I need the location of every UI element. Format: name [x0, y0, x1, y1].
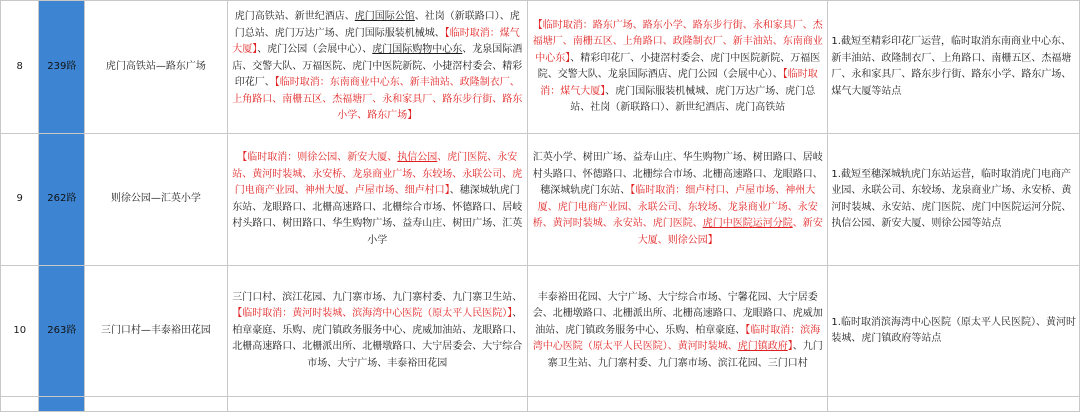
cancelled-stops: 虎门中医院运河分院 [702, 218, 793, 229]
route-name: 262路 [39, 134, 85, 266]
cancelled-stops: 、虎门医院、永安站、黄河时装城、永安桥、龙泉商业广场、东较场、永联公司、虎门电商产业园、神州大厦、卢屋市场、细卢村口】 [232, 152, 523, 196]
cancelled-stops: 、新安大厦、则徐公园】 [637, 218, 823, 246]
stop-list-segment: 虎门高铁站、新世纪酒店、 [234, 11, 355, 23]
stop-list-segment: 丰泰裕田花园、大宁广场、大宁综合市场、宁馨花园、大宁居委会、北栅墩路口、北栅派出所、北栅高速路口、龙眼路口、虎威加油站、虎门镇政务服务中心、乐购、柏章豪庭、 [532, 291, 823, 336]
stop-list-segment: 、虎门公园（会展中心）、 [257, 44, 373, 56]
cancelled-stops: 【临时取消：路东广场、路东小学、路东步行街、永和家具厂、杰福塘厂、南栅五区、上角路口、政隆制衣厂、新丰油站、东南商业中心东】 [532, 19, 823, 64]
stop-list-segment: 、虎门国际服装机械城、虎门万达广场、虎门总站、社岗（新联路口）、新世纪酒店、虎门高铁站 [570, 85, 816, 113]
row-number: 9 [1, 134, 39, 266]
inbound-stops [528, 134, 828, 266]
route-span: 三门口村—丰泰裕田花园 [85, 266, 227, 397]
stop-list-segment: 虎门国际公馆 [354, 11, 415, 23]
cancelled-stops: 】 [787, 341, 793, 353]
stop-list-segment: 三门口村、滨江花园、九门寨市场、九门寨村委、九门寨卫生站、 [232, 291, 523, 303]
table-row [1, 266, 1080, 397]
outbound-stops [227, 134, 527, 266]
adjustment-note: 1.截短至穗深城轨虎门东站运营，临时取消虎门电商产业园、永联公司、东较场、龙泉商业广场、永安桥、黄河时装城、永安站、虎门医院、虎门中医院运河分院、执信公园、新安大厦、则徐公园等站点 [828, 134, 1080, 266]
cancelled-stops: 虎门镇政府 [737, 341, 788, 353]
cancelled-stops: 【临时取消：东南商业中心东、新丰油站、政隆制衣厂、上角路口、南栅五区、杰福塘厂、永和家具厂、路东步行街、路东小学、路东广场】 [232, 77, 523, 122]
stop-list-segment: 、九门寨卫生站、九门寨村委、九门寨市场、滨江花园、三门口村 [547, 341, 823, 369]
cancelled-stops: 【临时取消：则徐公园、新安大厦、 [237, 152, 398, 163]
stop-list-segment: 、柏章豪庭、乐购、虎门镇政务服务中心、虎威加油站、龙眼路口、北栅高速路口、北栅派出所、北栅墩路口、大宁居委会、大宁综合市场、大宁广场、丰泰裕田花园 [232, 308, 523, 369]
cancelled-stops: 【临时取消：黄河时装城、滨海湾中心医院（原太平人民医院）】 [232, 308, 513, 320]
inbound-stops [528, 1, 828, 134]
cancelled-stops: 【临时取消：煤气大厦】 [232, 27, 520, 56]
route-span: 则徐公园—汇英小学 [85, 134, 227, 266]
stop-list-segment: 、穗深城轨虎门东站、龙眼路口、北栅高速路口、北栅综合市场、怀德路口、居岐村头路口、树田路口、华生购物广场、益寿山庄、树田广场、汇英小学 [232, 185, 523, 246]
stop-list-segment: 汇英小学、树田广场、益寿山庄、华生购物广场、树田路口、居岐村头路口、怀德路口、北栅综合市场、北栅高速路口、龙眼路口、穗深城轨虎门东站、 [532, 152, 823, 196]
adjustment-note: 1.截短至精彩印花厂运营，临时取消东南商业中心东、新丰油站、政隆制衣厂、上角路口、南栅五区、杰福塘厂、永和家具厂、路东步行街、路东小学、路东广场、煤气大厦等站点 [828, 1, 1080, 134]
cancelled-stops: 执信公园 [397, 152, 438, 163]
stop-list-segment: 、社岗（新联路口）、虎门总站、虎门万达广场、虎门国际服装机械城、 [234, 11, 520, 39]
adjustment-note: 1.临时取消滨海湾中心医院（原太平人民医院）、黄河时装城、虎门镇政府等站点 [828, 266, 1080, 397]
route-span: 虎门高铁站—路东广场 [85, 1, 227, 134]
inbound-stops [528, 266, 828, 397]
route-name: 263路 [39, 266, 85, 397]
cancelled-stops: 【临时取消：细卢村口、卢屋市场、神州大厦、虎门电商产业园、永联公司、东较场、龙泉商业广场、永安桥、黄河时装城、永安站、虎门医院、 [532, 185, 818, 229]
route-name: 239路 [39, 1, 85, 134]
outbound-stops [227, 266, 527, 397]
stop-list-segment: 虎门国际购物中心东 [372, 44, 463, 56]
row-number: 10 [1, 266, 39, 397]
table-row [1, 1, 1080, 134]
stop-list-segment: 、龙泉国际酒店、交警大队、万福医院、虎门中医院新院、小捷滘村委会、精彩印花厂、 [232, 44, 523, 89]
cancelled-stops: 【临时取消：煤气大厦】 [540, 69, 818, 97]
row-number: 8 [1, 1, 39, 134]
table-row-partial [1, 397, 1080, 412]
cancelled-stops: 【临时取消：滨海湾中心医院（原太平人民医院）、黄河时装城、 [532, 324, 821, 353]
table-row [1, 134, 1080, 266]
stop-list-segment: 、精彩印花厂、小捷滘村委会、虎门中医院新院、万福医院、交警大队、龙泉国际酒店、虎门公园（会展中心）、 [537, 52, 821, 80]
outbound-stops [227, 1, 527, 134]
